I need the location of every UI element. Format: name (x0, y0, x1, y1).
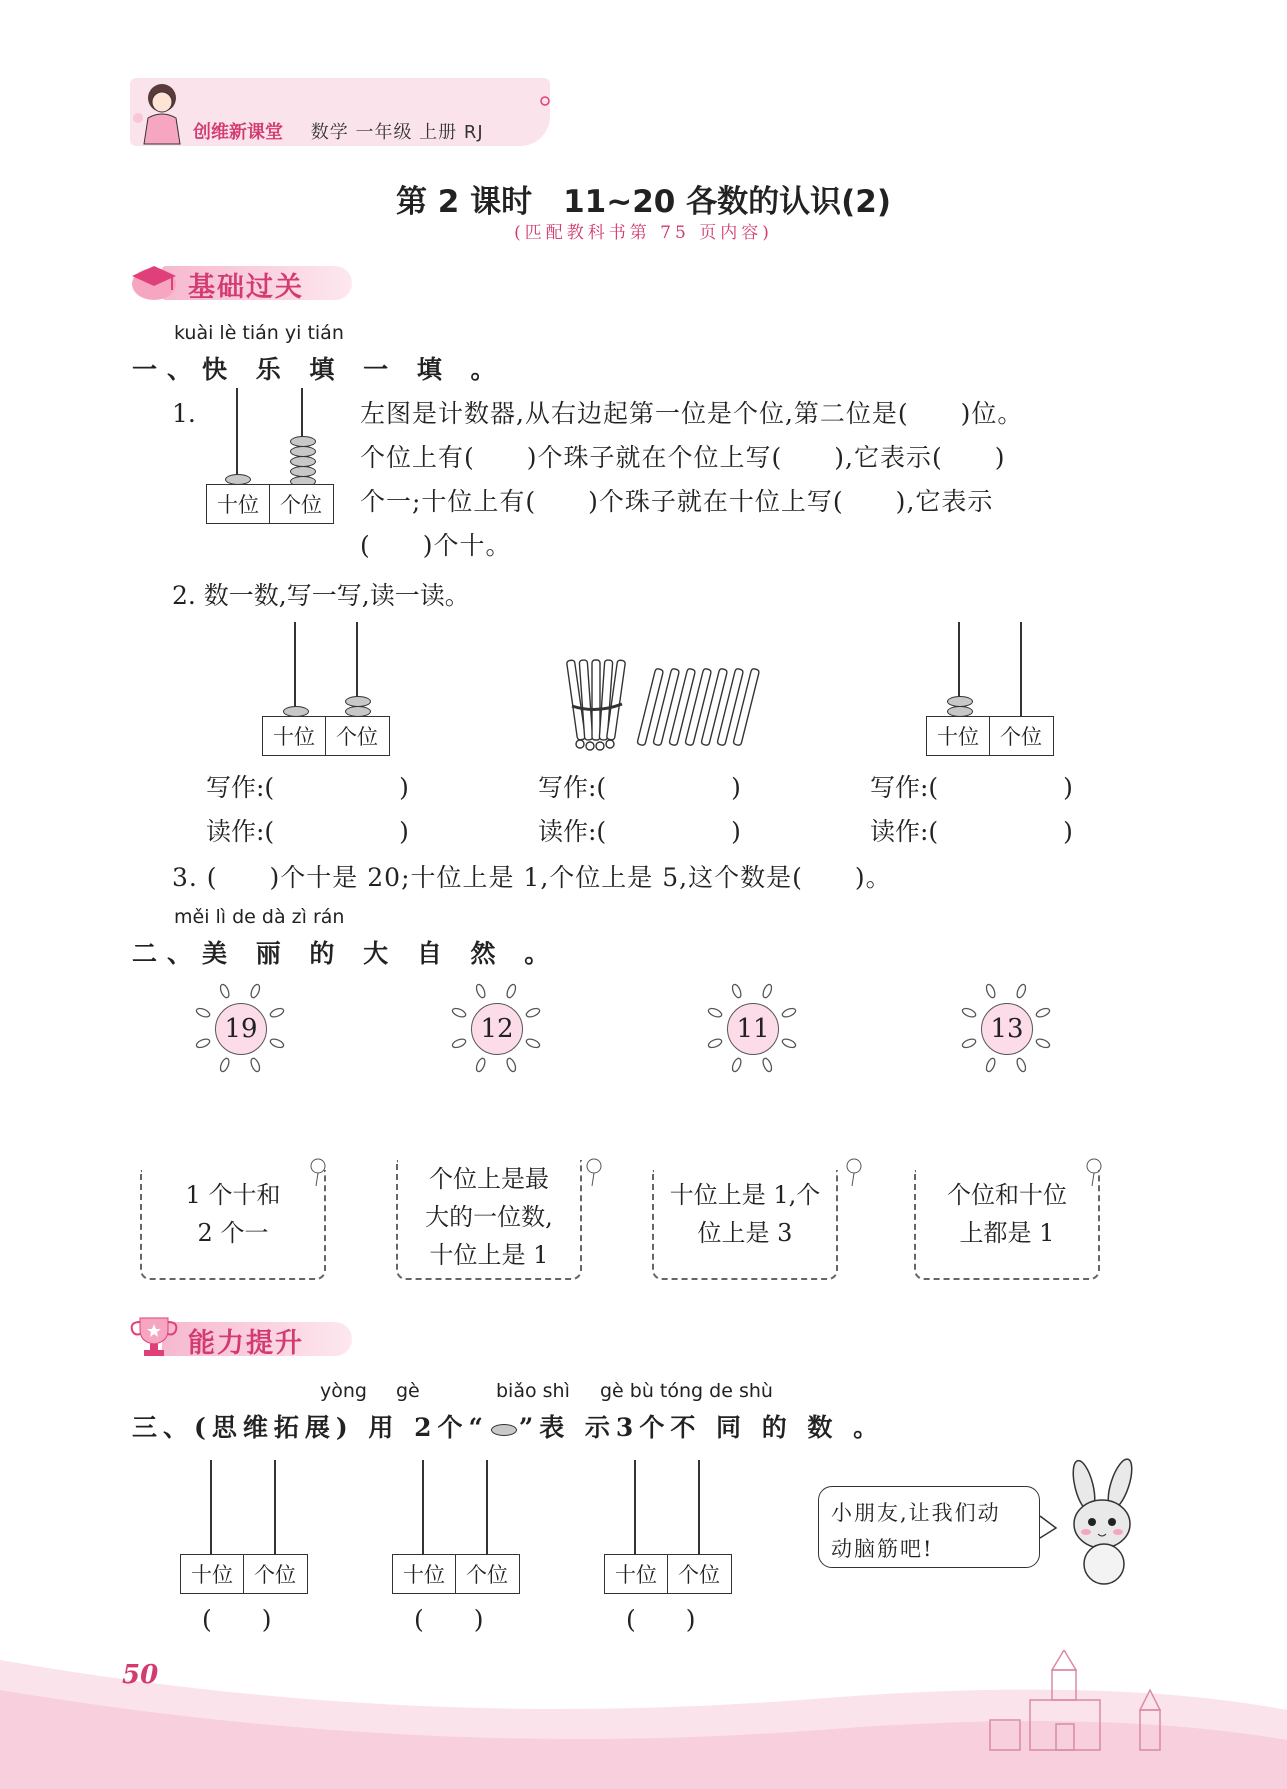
q3-text: 3. ( )个十是 20;十位上是 1,个位上是 5,这个数是( )。 (172, 863, 892, 892)
card-line: 十位上是 1,个 (669, 1181, 821, 1209)
clue-card-2 (396, 1160, 582, 1280)
part3-heading-start: 三、(思维拓展) 用 2个“ (132, 1413, 489, 1442)
q1-line1: 左图是计数器,从右边起第一位是个位,第二位是( )位。 (360, 399, 1024, 428)
part3-pinyin-3: biǎo shì (496, 1380, 570, 1402)
flower-icon (1082, 1156, 1106, 1186)
q1-line3: 个一;十位上有( )个珠子就在十位上写( ),它表示 (360, 487, 994, 516)
bead-symbol-icon (491, 1424, 517, 1436)
ones-label: 个位 (325, 717, 388, 755)
part3-pinyin-2: gè (396, 1380, 420, 1402)
bubble-tail-icon (1040, 1514, 1058, 1540)
clue-card-1 (140, 1170, 326, 1280)
q1-line4: ( )个十。 (360, 531, 512, 560)
write-answer-a[interactable]: 写作:( ) (206, 773, 409, 802)
flower-deco-icon (536, 92, 554, 110)
clue-card-4 (914, 1170, 1100, 1280)
q3-abacus-1[interactable] (180, 1460, 312, 1594)
q1-text (360, 392, 1120, 568)
tens-label: 十位 (217, 493, 259, 517)
ones-label: 个位 (455, 1555, 518, 1593)
castle-illustration-icon (960, 1650, 1190, 1760)
answer-blank-3[interactable]: ( ) (626, 1605, 696, 1634)
sun-number-badge (704, 980, 800, 1076)
card-line: 2 个一 (197, 1219, 269, 1247)
sun-number-badge (958, 980, 1054, 1076)
sun-number: 19 (215, 1003, 267, 1055)
write-answer-b[interactable]: 写作:( ) (538, 773, 741, 802)
graduation-cap-icon (128, 258, 180, 302)
sun-number: 11 (727, 1003, 779, 1055)
clue-card-3 (652, 1170, 838, 1280)
section-banner-basic (128, 256, 358, 302)
brand-name: 创维新课堂 (193, 122, 283, 143)
card-line: 个位上是最 (429, 1165, 549, 1193)
answer-blank-1[interactable]: ( ) (202, 1605, 272, 1634)
q3-abacus-2[interactable] (392, 1460, 524, 1594)
ones-label: 个位 (243, 1555, 306, 1593)
speech-bubble (818, 1486, 1040, 1568)
q2-text: 2. 数一数,写一写,读一读。 (172, 581, 470, 610)
part3-pinyin-4: gè bù tóng de shù (600, 1380, 773, 1402)
card-line: 上都是 1 (959, 1219, 1055, 1247)
section-label-basic: 基础过关 (188, 272, 304, 303)
ones-label: 个位 (989, 717, 1052, 755)
read-answer-b[interactable]: 读作:( ) (538, 817, 741, 846)
section-banner-ability (128, 1312, 358, 1358)
header-text (193, 118, 484, 144)
sun-number-badge (192, 980, 288, 1076)
part2-pinyin: měi lì de dà zì rán (174, 906, 345, 928)
tens-label: 十位 (273, 725, 315, 749)
q1-number: 1. (172, 399, 196, 428)
sun-number-badge (448, 980, 544, 1076)
part3-heading-end: ”表 示3个不 同 的 数 。 (518, 1413, 885, 1442)
tens-label: 十位 (615, 1563, 657, 1587)
card-line: 1 个十和 (185, 1181, 281, 1209)
part1-pinyin: kuài lè tián yi tián (174, 322, 344, 344)
sun-number: 12 (471, 1003, 523, 1055)
page-number: 50 (122, 1660, 159, 1690)
read-answer-a[interactable]: 读作:( ) (206, 817, 409, 846)
lesson-subtitle: (匹配教科书第 75 页内容) (514, 223, 773, 243)
q1-abacus (206, 388, 336, 524)
write-answer-c[interactable]: 写作:( ) (870, 773, 1073, 802)
read-answer-c[interactable]: 读作:( ) (870, 817, 1073, 846)
card-line: 位上是 3 (697, 1219, 793, 1247)
part3-pinyin-1: yòng (320, 1380, 367, 1402)
part3-heading (132, 1408, 884, 1444)
q2-abacus-c (926, 622, 1058, 756)
trophy-icon (128, 1314, 180, 1358)
ones-label: 个位 (667, 1555, 730, 1593)
flower-icon (306, 1156, 330, 1186)
subject-line: 数学 一年级 上册 RJ (310, 122, 484, 143)
counting-sticks-icon (560, 656, 766, 752)
part1-heading: 一、快 乐 填 一 填 。 (132, 355, 506, 384)
bubble-line-1: 小朋友,让我们动 (831, 1501, 1001, 1525)
card-line: 大的一位数, (425, 1203, 553, 1231)
girl-illustration-icon (124, 78, 190, 150)
lesson-title: 第 2 课时 11~20 各数的认识(2) (395, 184, 892, 220)
part2-heading: 二、美 丽 的 大 自 然 。 (132, 939, 560, 968)
ones-label: 个位 (269, 485, 332, 523)
q3-abacus-3[interactable] (604, 1460, 736, 1594)
rabbit-icon (1058, 1458, 1150, 1586)
tens-label: 十位 (937, 725, 979, 749)
bubble-line-2: 动脑筋吧! (831, 1537, 934, 1561)
q2-abacus-a (262, 622, 394, 756)
card-line: 十位上是 1 (429, 1241, 549, 1269)
q1-line2: 个位上有( )个珠子就在个位上写( ),它表示( ) (360, 443, 1006, 472)
tens-label: 十位 (403, 1563, 445, 1587)
section-label-ability: 能力提升 (188, 1328, 304, 1359)
flower-icon (842, 1156, 866, 1186)
flower-icon (582, 1156, 606, 1186)
sun-number: 13 (981, 1003, 1033, 1055)
card-line: 个位和十位 (947, 1181, 1067, 1209)
answer-blank-2[interactable]: ( ) (414, 1605, 484, 1634)
tens-label: 十位 (191, 1563, 233, 1587)
